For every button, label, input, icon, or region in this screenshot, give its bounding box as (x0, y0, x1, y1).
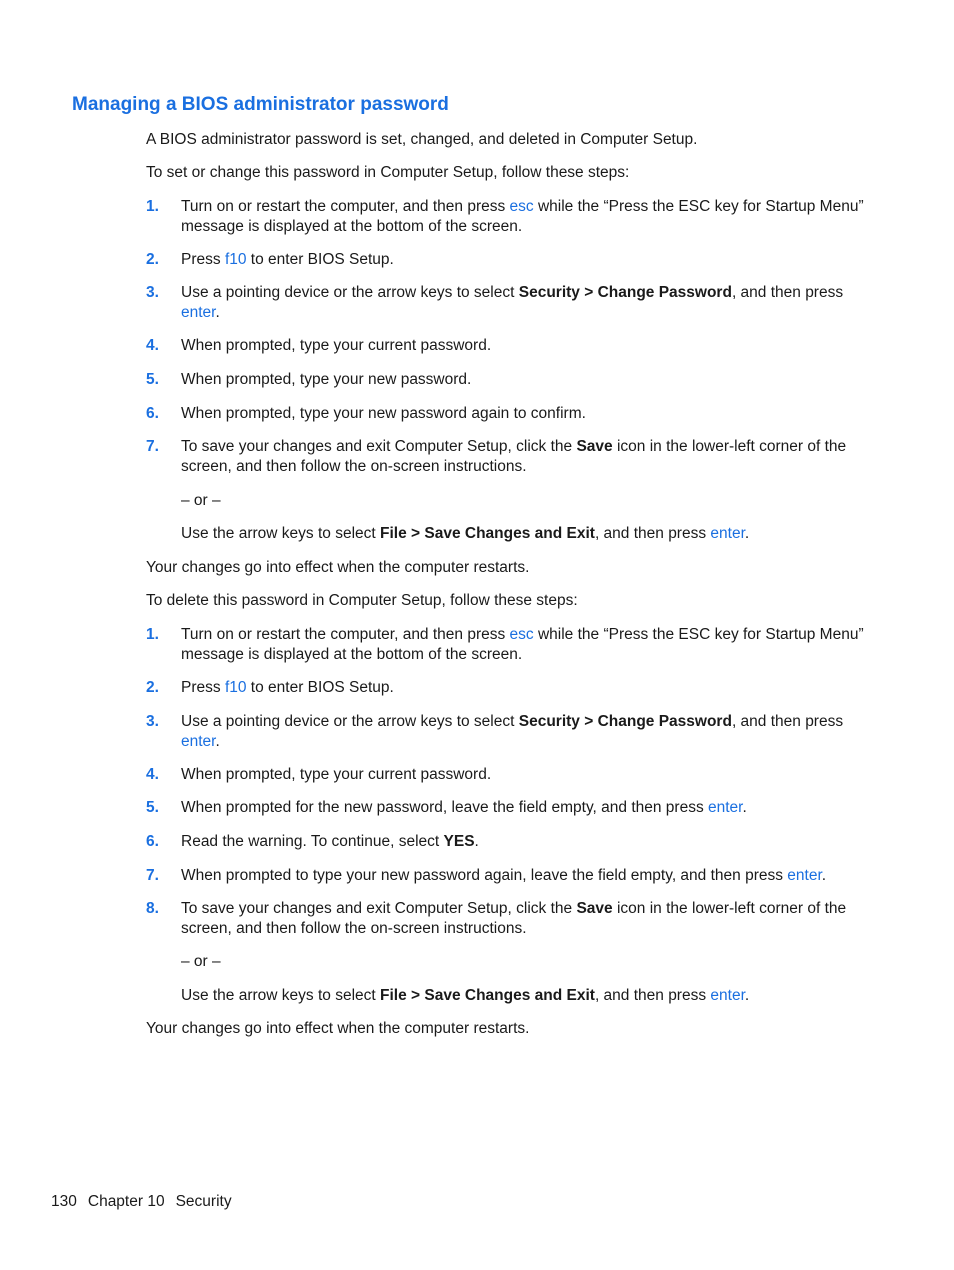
step-number: 1. (146, 626, 159, 643)
step-text: Turn on or restart the computer, and then press esc while the “Press the ESC key for Startup Menu” message is displayed at the bottom of the screen. (181, 626, 864, 663)
step-number: 8. (146, 900, 159, 917)
step-number: 7. (146, 867, 159, 884)
or-separator: – or – (181, 953, 221, 970)
step-text: Turn on or restart the computer, and then press esc while the “Press the ESC key for Startup Menu” message is displayed at the bottom of the screen. (181, 198, 864, 235)
step-text: Read the warning. To continue, select YES. (181, 833, 479, 850)
chapter-label: Chapter 10 (87, 1193, 165, 1210)
step-text: When prompted to type your new password again, leave the field empty, and then press enter. (181, 867, 827, 884)
or-separator: – or – (181, 492, 221, 509)
page-number: 130 (51, 1193, 77, 1210)
set-intro-paragraph: To set or change this password in Computer Setup, follow these steps: (146, 164, 630, 181)
key-name: enter (708, 799, 743, 816)
save-label: Save (576, 900, 613, 917)
step-text: When prompted, type your current password. (181, 337, 492, 354)
step-text: Press f10 to enter BIOS Setup. (181, 251, 394, 268)
step-text: When prompted for the new password, leave the field empty, and then press enter. (181, 799, 747, 816)
key-name: f10 (224, 251, 247, 268)
section-heading: Managing a BIOS administrator password (72, 94, 449, 115)
step-text: When prompted, type your new password. (181, 371, 472, 388)
menu-path: File > Save Changes and Exit (380, 525, 595, 542)
step-text: Use a pointing device or the arrow keys to select Security > Change Password, and then press enter. (181, 713, 844, 750)
step-number: 4. (146, 337, 159, 354)
key-name: enter (787, 867, 822, 884)
step-number: 2. (146, 251, 159, 268)
step-number: 3. (146, 284, 159, 301)
key-name: esc (509, 626, 534, 643)
step-number: 7. (146, 438, 159, 455)
save-label: Save (576, 438, 613, 455)
key-name: enter (181, 303, 216, 321)
page-footer (51, 1193, 243, 1211)
alternative-step: Use the arrow keys to select File > Save Changes and Exit, and then press enter. (181, 987, 750, 1004)
step-text: Use a pointing device or the arrow keys to select Security > Change Password, and then press enter. (181, 284, 844, 321)
step-text: When prompted, type your current password. (181, 766, 492, 783)
step-number: 6. (146, 405, 159, 422)
key-name: esc (509, 198, 534, 215)
section-label: Security (175, 1193, 232, 1210)
menu-path: Security > Change Password (518, 713, 732, 730)
step-number: 4. (146, 766, 159, 783)
step-number: 2. (146, 679, 159, 696)
delete-intro-paragraph: To delete this password in Computer Setup, follow these steps: (146, 592, 578, 609)
yes-label: YES (443, 833, 475, 850)
intro-paragraph: A BIOS administrator password is set, changed, and deleted in Computer Setup. (146, 131, 698, 148)
delete-outro-paragraph: Your changes go into effect when the computer restarts. (146, 1020, 530, 1037)
step-number: 3. (146, 713, 159, 730)
menu-path: Security > Change Password (518, 284, 732, 301)
step-text: Press f10 to enter BIOS Setup. (181, 679, 394, 696)
key-name: enter (710, 525, 745, 542)
key-name: enter (181, 732, 216, 750)
alternative-step: Use the arrow keys to select File > Save Changes and Exit, and then press enter. (181, 525, 750, 542)
step-text: To save your changes and exit Computer Setup, click the Save icon in the lower-left corner of the screen, and then follow the on-screen instructions. (181, 900, 847, 937)
key-name: f10 (224, 679, 247, 696)
set-outro-paragraph: Your changes go into effect when the computer restarts. (146, 559, 530, 576)
step-number: 5. (146, 371, 159, 388)
menu-path: File > Save Changes and Exit (380, 987, 595, 1004)
step-number: 1. (146, 198, 159, 215)
step-text: To save your changes and exit Computer Setup, click the Save icon in the lower-left corner of the screen, and then follow the on-screen instructions. (181, 438, 847, 475)
key-name: enter (710, 987, 745, 1004)
step-text: When prompted, type your new password again to confirm. (181, 405, 586, 422)
step-number: 5. (146, 799, 159, 816)
step-number: 6. (146, 833, 159, 850)
